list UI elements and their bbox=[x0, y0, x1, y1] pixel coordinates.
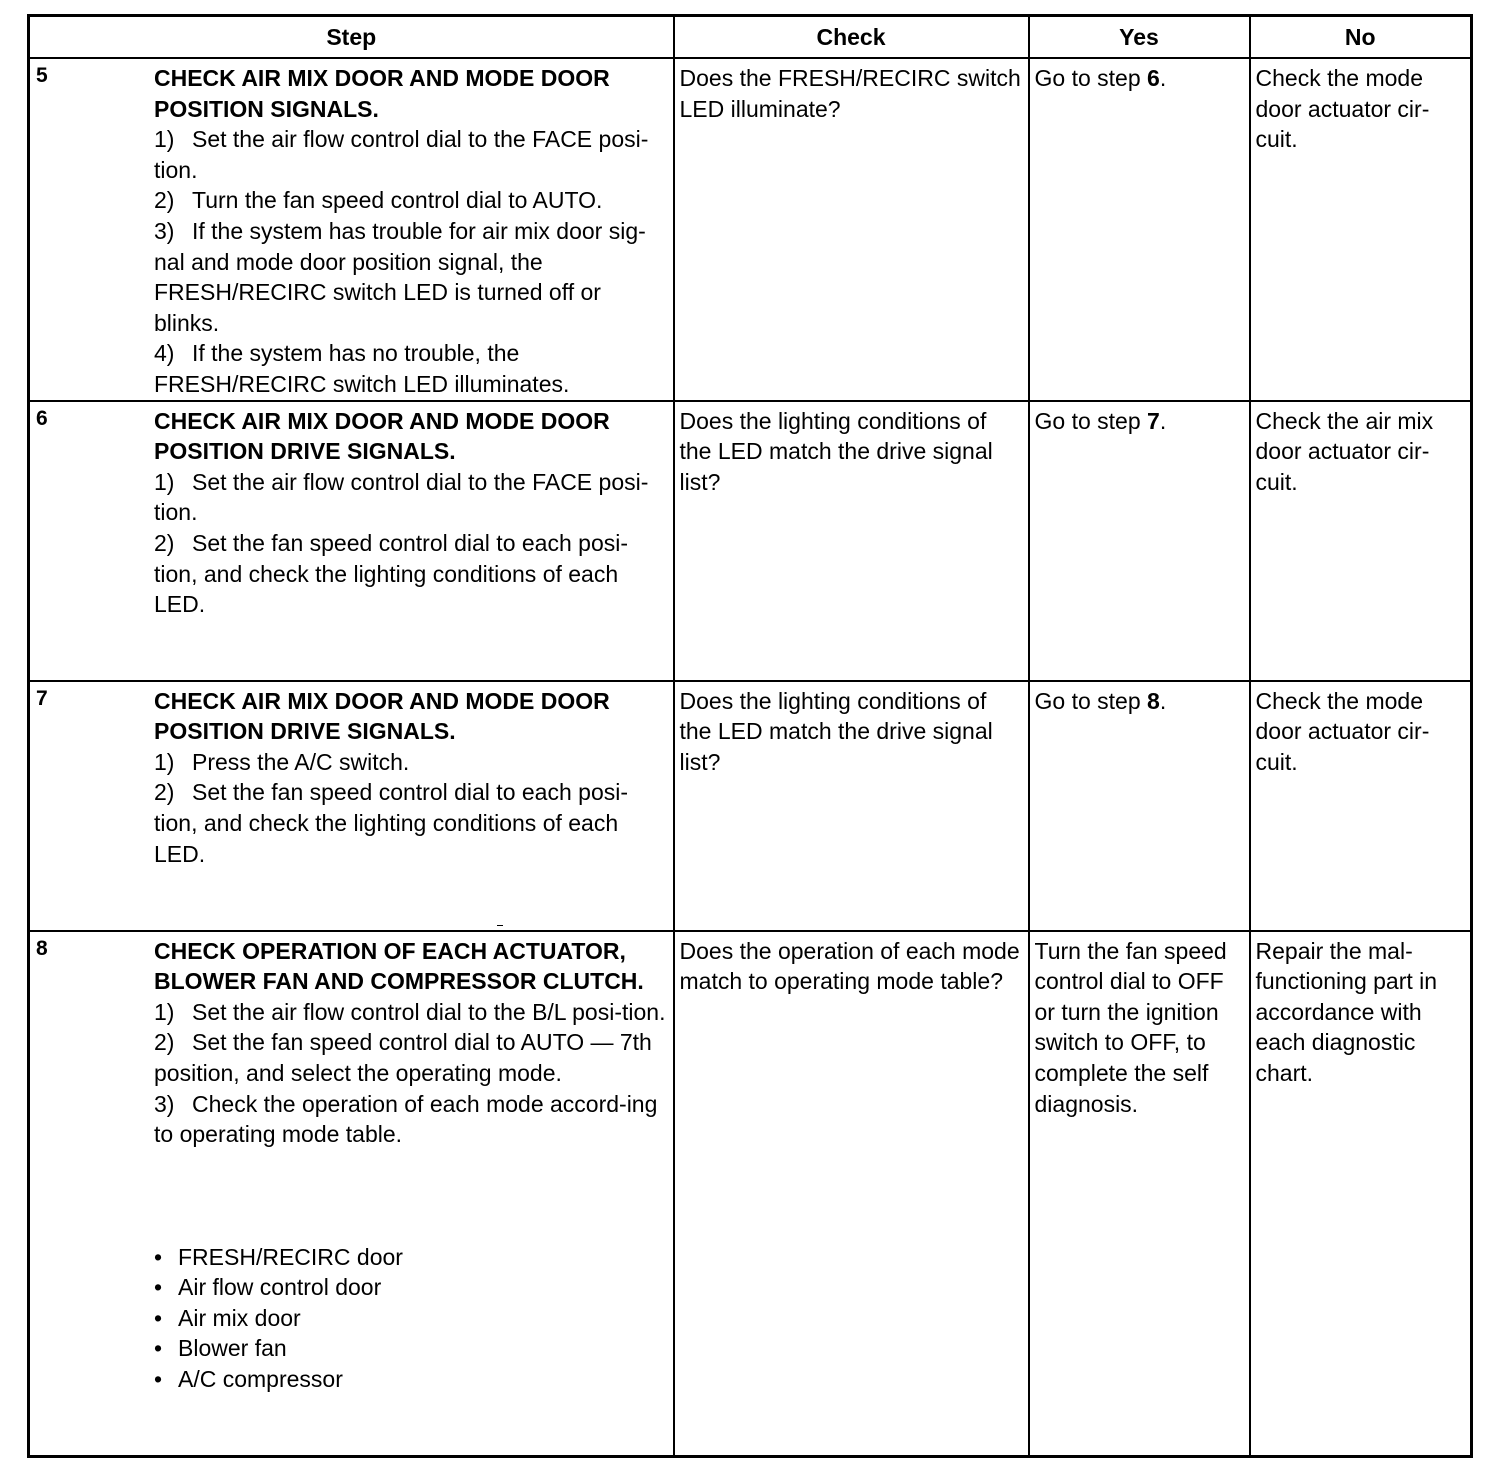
no-cell: Check the mode door actuator cir-cuit. bbox=[1250, 681, 1472, 931]
step-row-5 bbox=[29, 58, 1472, 401]
substep: 2) Set the fan speed control dial to each posi-tion, and check the lighting conditions of each LED. bbox=[154, 529, 629, 618]
bullet-item: • Air mix door bbox=[154, 1303, 669, 1334]
substep: 1) Set the air flow control dial to the B/L posi-tion. bbox=[154, 998, 666, 1025]
no-cell: Repair the mal-functioning part in accordance with each diagnostic chart. bbox=[1250, 931, 1472, 1457]
substep: 1) Press the A/C switch. bbox=[154, 748, 410, 775]
substep: 3) Check the operation of each mode accord-ing to operating mode table. bbox=[154, 1090, 658, 1148]
no-cell: Check the mode door actuator cir-cuit. bbox=[1250, 58, 1472, 401]
yes-cell: Go to step 8. bbox=[1029, 681, 1250, 931]
bullet-icon: • bbox=[154, 1335, 163, 1362]
step-cell bbox=[29, 401, 674, 681]
bullet-item: • Blower fan bbox=[154, 1333, 669, 1364]
step-cell bbox=[29, 58, 674, 401]
header-step: Step bbox=[29, 16, 674, 59]
no-cell: Check the air mix door actuator cir-cuit. bbox=[1250, 401, 1472, 681]
check-cell: Does the lighting conditions of the LED match the drive signal list? bbox=[674, 681, 1029, 931]
step-row-8 bbox=[29, 931, 1472, 1457]
step-row-6 bbox=[29, 401, 1472, 681]
yes-cell: Go to step 7. bbox=[1029, 401, 1250, 681]
step-title: CHECK AIR MIX DOOR AND MODE DOOR POSITION DRIVE SIGNALS. bbox=[154, 687, 610, 745]
header-yes: Yes bbox=[1029, 16, 1250, 59]
substep: 1) Set the air flow control dial to the FACE posi-tion. bbox=[154, 468, 649, 526]
step-number: 8 bbox=[36, 936, 48, 960]
substep: 4) If the system has no trouble, the FRESH/RECIRC switch LED illuminates. bbox=[154, 340, 570, 397]
substep: 2) Set the fan speed control dial to each posi-tion, and check the lighting conditions of each LED. bbox=[154, 779, 629, 867]
header-no: No bbox=[1250, 16, 1472, 59]
check-cell: Does the FRESH/RECIRC switch LED illuminate? bbox=[674, 58, 1029, 401]
yes-cell: Turn the fan speed control dial to OFF or turn the ignition switch to OFF, to complete the self diagnosis. bbox=[1029, 931, 1250, 1457]
step-cell bbox=[29, 931, 674, 1457]
diagnostic-table bbox=[27, 14, 1473, 1458]
header-row bbox=[29, 16, 1472, 59]
substep: 2) Set the fan speed control dial to AUTO — 7th position, and select the operating mode. bbox=[154, 1029, 652, 1086]
bullet-item: • Air flow control door bbox=[154, 1272, 669, 1303]
bullet-icon: • bbox=[154, 1243, 163, 1270]
step-cell bbox=[29, 681, 674, 931]
step-row-7 bbox=[29, 681, 1472, 931]
step-title: CHECK AIR MIX DOOR AND MODE DOOR POSITION DRIVE SIGNALS. bbox=[154, 407, 610, 465]
step-number: 7 bbox=[36, 686, 48, 710]
bullet-item: • A/C compressor bbox=[154, 1364, 669, 1395]
step-title: CHECK AIR MIX DOOR AND MODE DOOR POSITION SIGNALS. bbox=[154, 65, 610, 122]
header-check: Check bbox=[674, 16, 1029, 59]
step-title: CHECK OPERATION OF EACH ACTUATOR, BLOWER FAN AND COMPRESSOR CLUTCH. bbox=[154, 937, 644, 995]
substep: 1) Set the air flow control dial to the FACE posi-tion. bbox=[154, 126, 649, 183]
substep: 2) Turn the fan speed control dial to AUTO. bbox=[154, 187, 603, 214]
yes-cell: Go to step 6. bbox=[1029, 58, 1250, 401]
substep: 3) If the system has trouble for air mix door sig-nal and mode door position signal, the FRESH/RECIRC switch LED is turned off or blinks. bbox=[154, 217, 646, 336]
step-number: 6 bbox=[36, 406, 48, 430]
bullet-icon: • bbox=[154, 1304, 163, 1331]
bullet-icon: • bbox=[154, 1274, 163, 1301]
check-cell: Does the lighting conditions of the LED match the drive signal list? bbox=[674, 401, 1029, 681]
bullet-icon: • bbox=[154, 1366, 163, 1393]
check-cell: Does the operation of each mode match to operating mode table? bbox=[674, 931, 1029, 1457]
bullet-item: • FRESH/RECIRC door bbox=[154, 1242, 669, 1273]
stray-mark bbox=[497, 925, 503, 926]
step-number: 5 bbox=[36, 64, 48, 87]
